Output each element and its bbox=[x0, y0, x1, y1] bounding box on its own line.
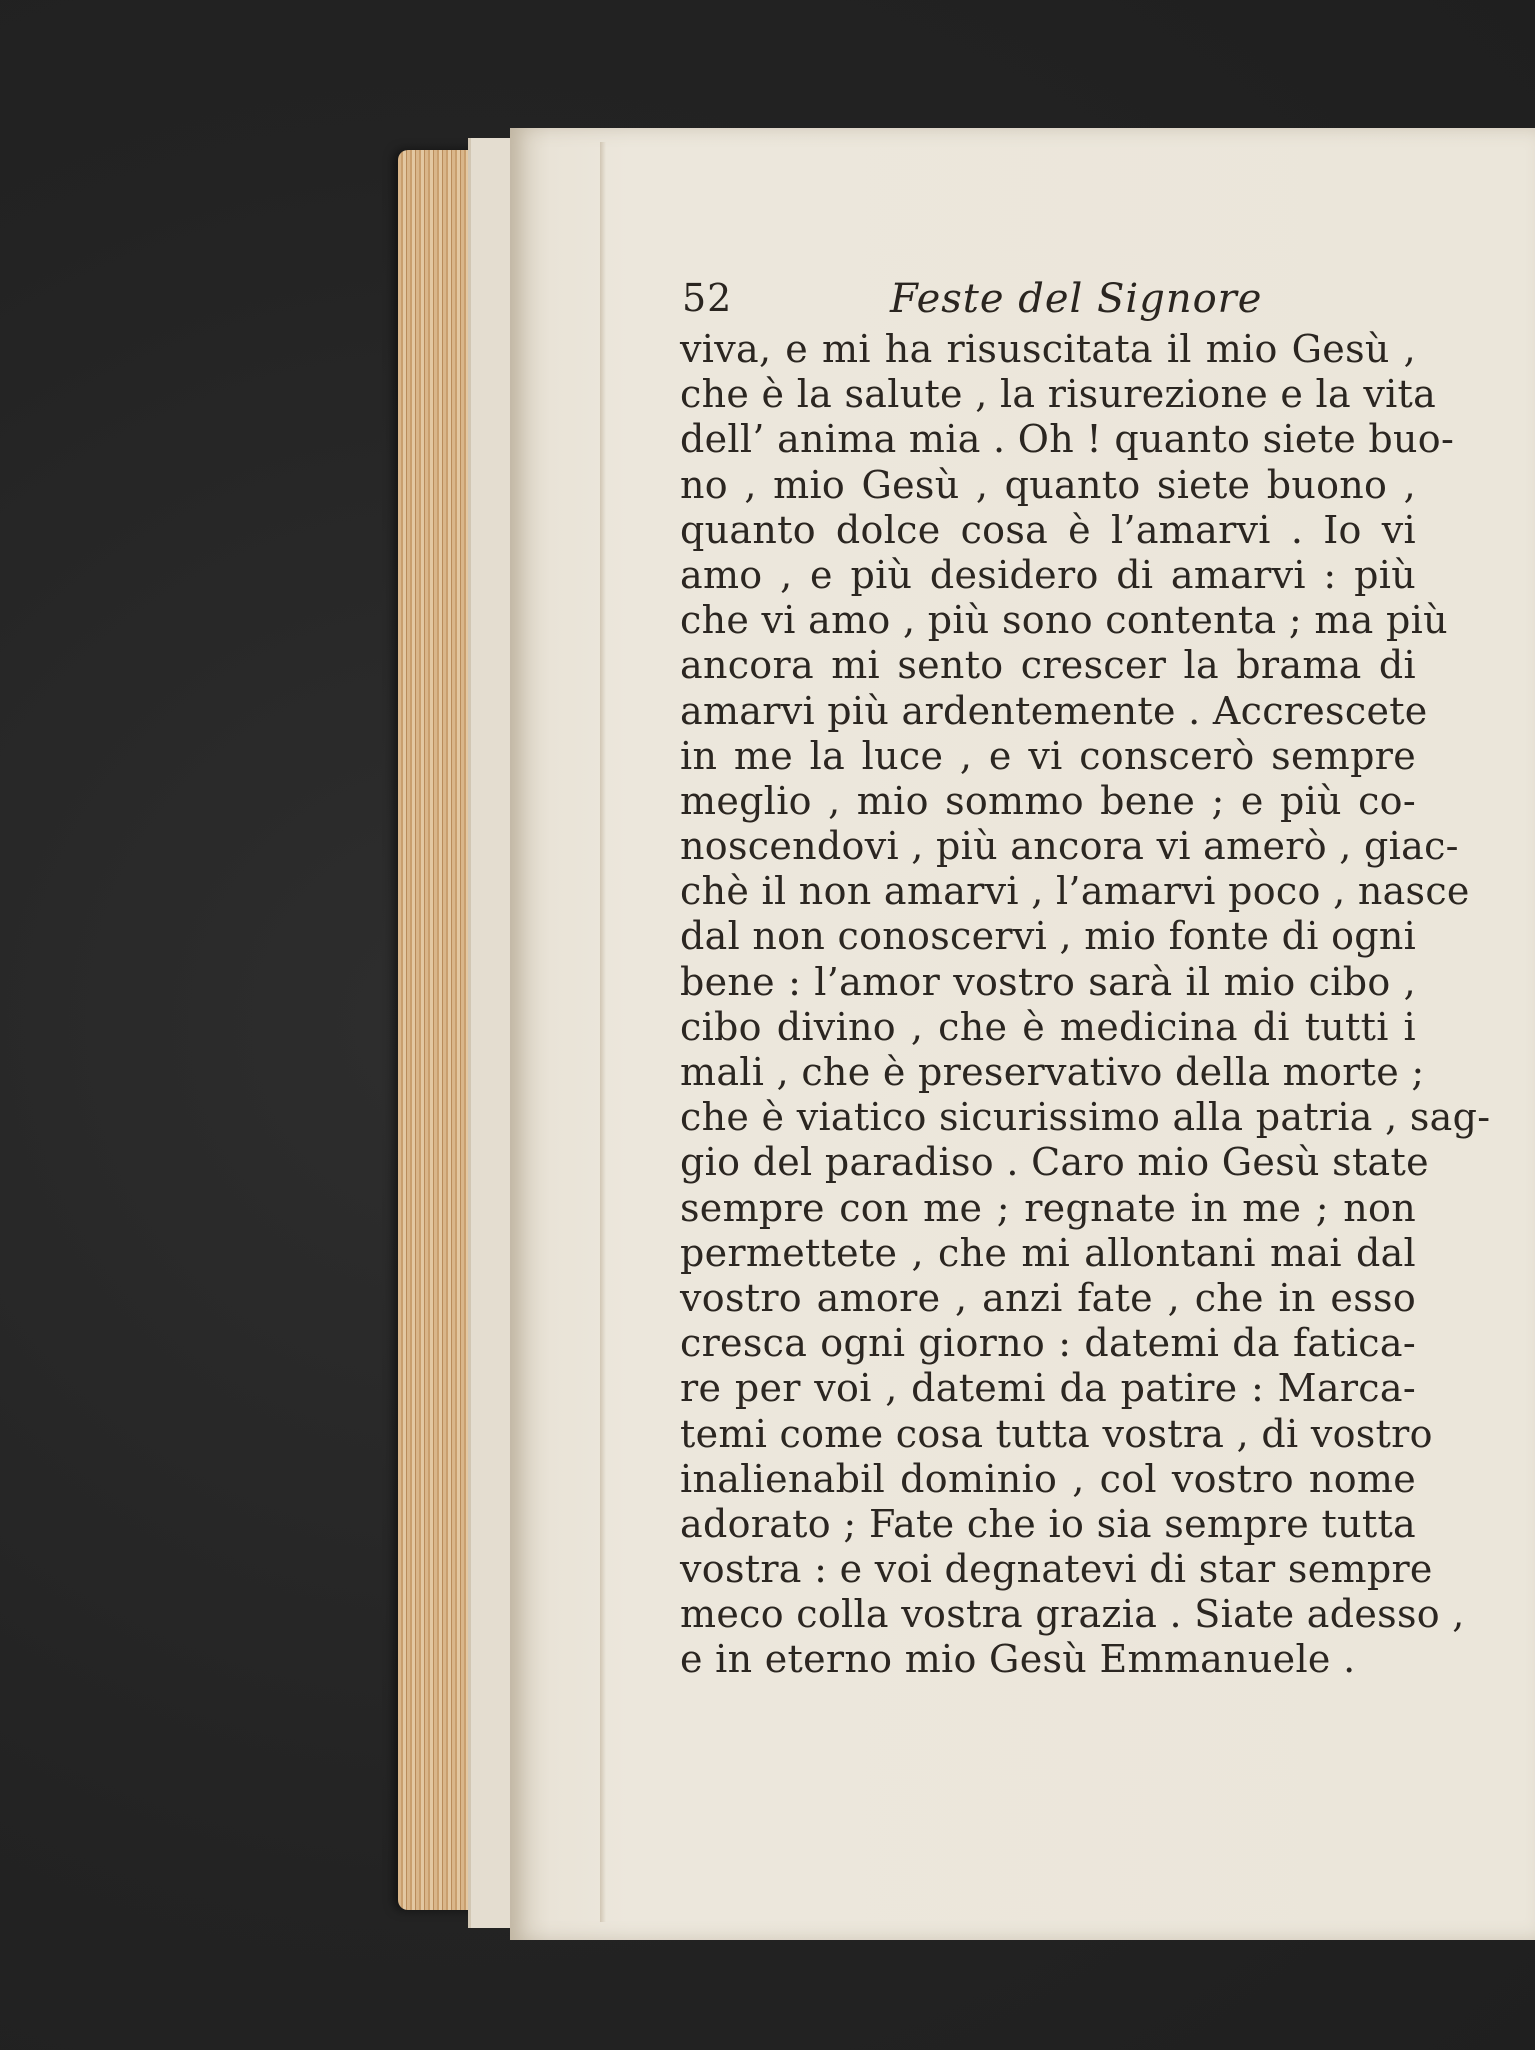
running-title: Feste del Signore bbox=[890, 276, 1263, 322]
text-line: meglio , mio sommo bene ; e più co- bbox=[680, 778, 1416, 823]
text-line: chè il non amarvi , l’amarvi poco , nasce bbox=[680, 869, 1470, 914]
text-line: e in eterno mio Gesù Emmanuele . bbox=[680, 1637, 1356, 1682]
text-line: ancora mi sento crescer la brama di bbox=[680, 643, 1416, 688]
text-line: permettete , che mi allontani mai dal bbox=[680, 1230, 1416, 1275]
text-line: che vi amo , più sono contenta ; ma più bbox=[680, 598, 1448, 643]
text-line: cresca ogni giorno : datemi da fatica- bbox=[680, 1321, 1416, 1366]
page-number: 52 bbox=[682, 276, 733, 320]
text-line: meco colla vostra grazia . Siate adesso , bbox=[680, 1592, 1465, 1637]
text-line: noscendovi , più ancora vi amerò , giac- bbox=[680, 824, 1459, 869]
text-line: temi come cosa tutta vostra , di vostro bbox=[680, 1411, 1433, 1456]
text-line: cibo divino , che è medicina di tutti i bbox=[680, 1004, 1416, 1049]
gutter-shadow bbox=[600, 142, 606, 1922]
text-line: che è viatico sicurissimo alla patria , sag- bbox=[680, 1095, 1491, 1140]
text-line: in me la luce , e vi conscerò sempre bbox=[680, 733, 1416, 778]
text-line: amo , e più desidero di amarvi : più bbox=[680, 552, 1416, 597]
text-line: che è la salute , la risurezione e la vita bbox=[680, 372, 1437, 417]
body-text bbox=[680, 327, 1491, 1683]
text-line: adorato ; Fate che io sia sempre tutta bbox=[680, 1501, 1416, 1546]
text-line: quanto dolce cosa è l’amarvi . Io vi bbox=[680, 507, 1416, 552]
text-line: sempre con me ; regnate in me ; non bbox=[680, 1185, 1416, 1230]
text-line: inalienabil dominio , col vostro nome bbox=[680, 1456, 1416, 1501]
text-line: bene : l’amor vostro sarà il mio cibo , bbox=[680, 959, 1416, 1004]
text-line: vostro amore , anzi fate , che in esso bbox=[680, 1275, 1416, 1320]
text-line: viva, e mi ha risuscitata il mio Gesù , bbox=[680, 327, 1416, 371]
text-line: re per voi , datemi da patire : Marca- bbox=[680, 1366, 1416, 1411]
text-line: dell’ anima mia . Oh ! quanto siete buo- bbox=[680, 417, 1455, 462]
text-line: gio del paradiso . Caro mio Gesù state bbox=[680, 1140, 1429, 1185]
text-line: no , mio Gesù , quanto siete buono , bbox=[680, 462, 1416, 507]
text-line: dal non conoscervi , mio fonte di ogni bbox=[680, 914, 1417, 959]
text-line: amarvi più ardentemente . Accrescete bbox=[680, 688, 1428, 733]
text-line: mali , che è preservativo della morte ; bbox=[680, 1050, 1425, 1094]
text-line: vostra : e voi degnatevi di star sempre bbox=[680, 1547, 1433, 1592]
